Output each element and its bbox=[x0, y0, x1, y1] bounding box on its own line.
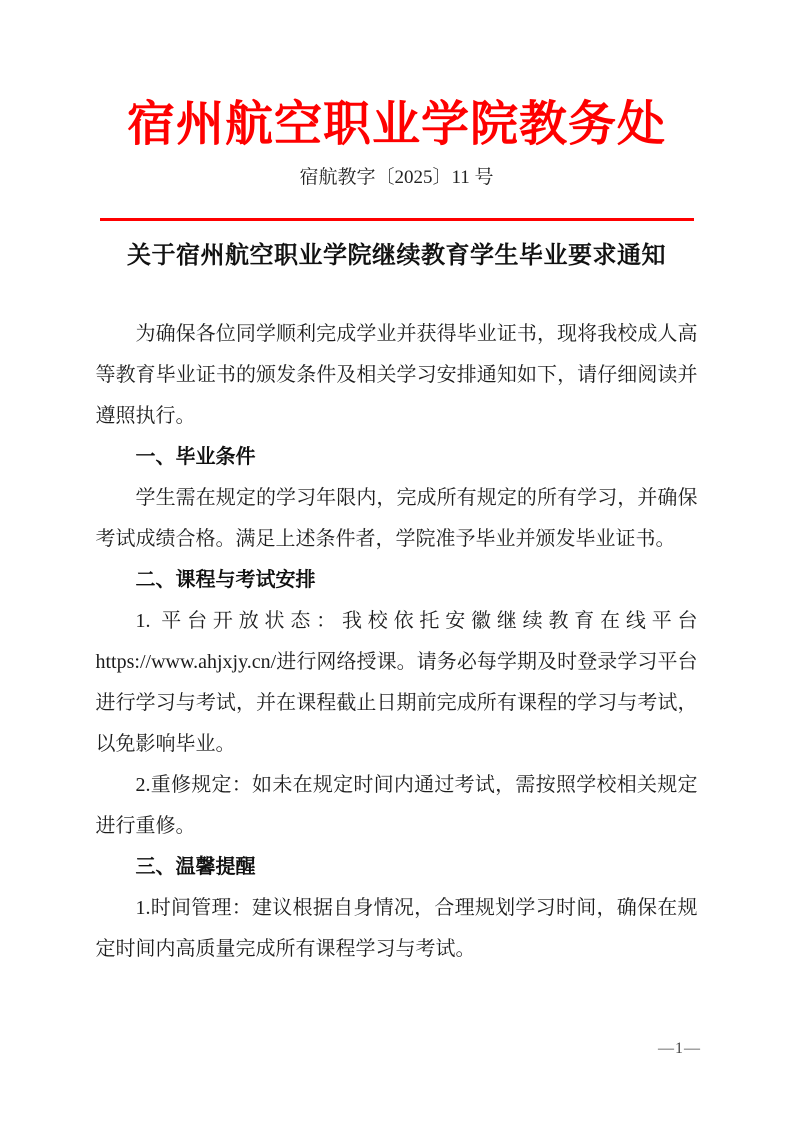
red-divider-rule bbox=[100, 218, 694, 221]
doc-number: 宿航教字〔2025〕11 号 bbox=[299, 167, 494, 188]
body-paragraph: 学生需在规定的学习年限内，完成所有规定的所有学习，并确保考试成绩合格。满足上述条件者，学院准予毕业并颁发毕业证书。 bbox=[95, 487, 698, 550]
org-title: 宿州航空职业学院教务处 bbox=[126, 98, 666, 151]
section-heading: 二、课程与考试安排 bbox=[135, 569, 316, 591]
body-paragraph: 1.时间管理：建议根据自身情况，合理规划学习时间，确保在规定时间内高质量完成所有课程学习与考试。 bbox=[95, 897, 698, 960]
document-title: 关于宿州航空职业学院继续教育学生毕业要求通知 bbox=[127, 243, 666, 269]
body-paragraph: 1. 平台开放状态：我校依托安徽继续教育在线平台https://www.ahjxjy.cn/进行网络授课。请务必每学期及时登录学习平台进行学习与考试，并在课程截止日期前完成所有课程的学习与考试，以免影响毕业。 bbox=[95, 610, 698, 755]
document-body bbox=[96, 314, 698, 970]
platform-url: https://www.ahjxjy.cn/ bbox=[95, 651, 277, 673]
section-heading: 三、温馨提醒 bbox=[135, 856, 256, 878]
body-paragraph: 2.重修规定：如未在规定时间内通过考试，需按照学校相关规定进行重修。 bbox=[95, 774, 698, 837]
section-heading: 一、毕业条件 bbox=[135, 446, 256, 468]
page-number: —1— bbox=[658, 1040, 701, 1057]
body-paragraph: 为确保各位同学顺利完成学业并获得毕业证书，现将我校成人高等教育毕业证书的颁发条件及相关学习安排通知如下，请仔细阅读并遵照执行。 bbox=[95, 323, 698, 427]
